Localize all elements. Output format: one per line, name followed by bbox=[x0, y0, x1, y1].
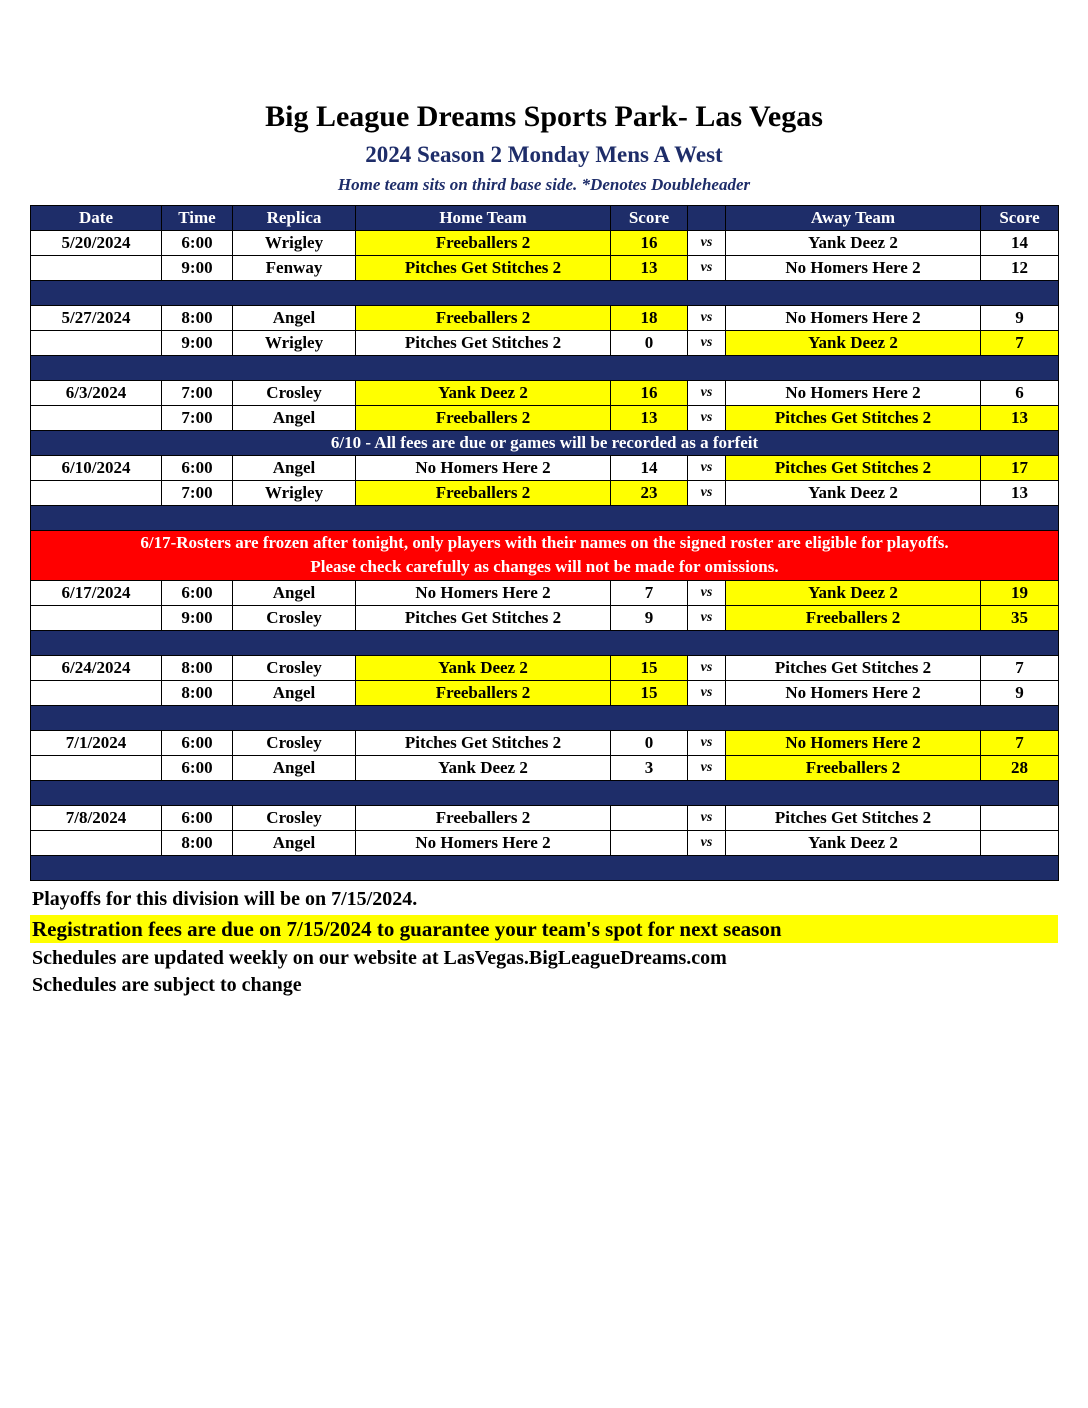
cell-vs: vs bbox=[688, 330, 726, 355]
cell-replica: Angel bbox=[233, 830, 356, 855]
column-header-date: Date bbox=[31, 205, 162, 230]
cell-away-score: 28 bbox=[981, 755, 1059, 780]
notice-red-line: 6/17-Rosters are frozen after tonight, only players with their names on the signed roster are eligible for playoffs. bbox=[140, 533, 949, 553]
cell-home-score: 16 bbox=[611, 230, 688, 255]
website-note: Schedules are updated weekly on our website at LasVegas.BigLeagueDreams.com bbox=[32, 947, 727, 970]
cell-home-team: No Homers Here 2 bbox=[356, 580, 611, 605]
game-row bbox=[31, 330, 1059, 355]
cell-time: 6:00 bbox=[162, 755, 233, 780]
cell-date bbox=[31, 755, 162, 780]
cell-replica: Crosley bbox=[233, 380, 356, 405]
cell-time: 7:00 bbox=[162, 380, 233, 405]
cell-away-score: 6 bbox=[981, 380, 1059, 405]
column-header-score: Score bbox=[981, 205, 1059, 230]
cell-vs: vs bbox=[688, 680, 726, 705]
cell-home-team: Pitches Get Stitches 2 bbox=[356, 605, 611, 630]
spacer-row bbox=[31, 780, 1059, 805]
game-row bbox=[31, 305, 1059, 330]
subject-to-change-note: Schedules are subject to change bbox=[32, 974, 302, 997]
spacer-row bbox=[31, 355, 1059, 380]
cell-time: 9:00 bbox=[162, 330, 233, 355]
cell-away-team: Pitches Get Stitches 2 bbox=[726, 655, 981, 680]
cell-home-score: 13 bbox=[611, 255, 688, 280]
cell-date bbox=[31, 480, 162, 505]
cell-date bbox=[31, 680, 162, 705]
cell-away-score: 7 bbox=[981, 655, 1059, 680]
cell-away-team: Yank Deez 2 bbox=[726, 480, 981, 505]
cell-away-score: 19 bbox=[981, 580, 1059, 605]
cell-home-score: 0 bbox=[611, 730, 688, 755]
header-row bbox=[31, 205, 1059, 230]
cell-away-score: 35 bbox=[981, 605, 1059, 630]
cell-home-team: Freeballers 2 bbox=[356, 405, 611, 430]
cell-date: 6/3/2024 bbox=[31, 380, 162, 405]
page-header bbox=[0, 0, 1088, 195]
cell-home-team: No Homers Here 2 bbox=[356, 830, 611, 855]
spacer-cell bbox=[31, 855, 1059, 880]
column-header-vs bbox=[688, 205, 726, 230]
cell-home-team: Pitches Get Stitches 2 bbox=[356, 330, 611, 355]
cell-date: 7/8/2024 bbox=[31, 805, 162, 830]
cell-away-team: Yank Deez 2 bbox=[726, 830, 981, 855]
column-header-replica: Replica bbox=[233, 205, 356, 230]
cell-vs: vs bbox=[688, 755, 726, 780]
cell-away-score: 9 bbox=[981, 680, 1059, 705]
game-row bbox=[31, 580, 1059, 605]
notice-red-line: Please check carefully as changes will not be made for omissions. bbox=[310, 557, 779, 577]
spacer-row bbox=[31, 705, 1059, 730]
cell-home-score bbox=[611, 830, 688, 855]
cell-replica: Angel bbox=[233, 405, 356, 430]
cell-home-team: Freeballers 2 bbox=[356, 680, 611, 705]
cell-away-team: Freeballers 2 bbox=[726, 755, 981, 780]
cell-away-score: 13 bbox=[981, 480, 1059, 505]
game-row bbox=[31, 380, 1059, 405]
game-row bbox=[31, 680, 1059, 705]
cell-date: 6/24/2024 bbox=[31, 655, 162, 680]
cell-home-score: 16 bbox=[611, 380, 688, 405]
cell-time: 7:00 bbox=[162, 405, 233, 430]
cell-home-team: Pitches Get Stitches 2 bbox=[356, 730, 611, 755]
cell-vs: vs bbox=[688, 455, 726, 480]
game-row bbox=[31, 755, 1059, 780]
cell-vs: vs bbox=[688, 580, 726, 605]
spacer-cell bbox=[31, 630, 1059, 655]
cell-away-team: No Homers Here 2 bbox=[726, 255, 981, 280]
cell-replica: Angel bbox=[233, 680, 356, 705]
cell-home-team: Yank Deez 2 bbox=[356, 380, 611, 405]
cell-home-team: Yank Deez 2 bbox=[356, 655, 611, 680]
cell-time: 6:00 bbox=[162, 455, 233, 480]
cell-time: 6:00 bbox=[162, 805, 233, 830]
cell-replica: Crosley bbox=[233, 805, 356, 830]
cell-home-score: 13 bbox=[611, 405, 688, 430]
cell-replica: Fenway bbox=[233, 255, 356, 280]
cell-vs: vs bbox=[688, 830, 726, 855]
page-subtitle: 2024 Season 2 Monday Mens A West bbox=[365, 142, 723, 167]
cell-time: 6:00 bbox=[162, 230, 233, 255]
cell-date bbox=[31, 405, 162, 430]
notice-row-blue bbox=[31, 430, 1059, 455]
cell-home-score: 18 bbox=[611, 305, 688, 330]
cell-time: 8:00 bbox=[162, 830, 233, 855]
column-header-time: Time bbox=[162, 205, 233, 230]
column-header-away-team: Away Team bbox=[726, 205, 981, 230]
spacer-row bbox=[31, 280, 1059, 305]
cell-away-score: 13 bbox=[981, 405, 1059, 430]
cell-away-team: Pitches Get Stitches 2 bbox=[726, 405, 981, 430]
cell-home-score: 14 bbox=[611, 455, 688, 480]
home-team-note: Home team sits on third base side. *Denotes Doubleheader bbox=[337, 175, 751, 195]
cell-time: 8:00 bbox=[162, 680, 233, 705]
column-header-home-team: Home Team bbox=[356, 205, 611, 230]
spacer-row bbox=[31, 630, 1059, 655]
cell-home-team: No Homers Here 2 bbox=[356, 455, 611, 480]
cell-date: 6/17/2024 bbox=[31, 580, 162, 605]
registration-note: Registration fees are due on 7/15/2024 to guarantee your team's spot for next season bbox=[30, 915, 1058, 943]
cell-home-score: 15 bbox=[611, 655, 688, 680]
cell-replica: Wrigley bbox=[233, 330, 356, 355]
cell-replica: Angel bbox=[233, 580, 356, 605]
cell-vs: vs bbox=[688, 230, 726, 255]
cell-away-score bbox=[981, 830, 1059, 855]
cell-away-team: No Homers Here 2 bbox=[726, 730, 981, 755]
cell-vs: vs bbox=[688, 405, 726, 430]
cell-away-score: 14 bbox=[981, 230, 1059, 255]
cell-date: 7/1/2024 bbox=[31, 730, 162, 755]
game-row bbox=[31, 455, 1059, 480]
column-header-score: Score bbox=[611, 205, 688, 230]
cell-date: 5/27/2024 bbox=[31, 305, 162, 330]
cell-replica: Crosley bbox=[233, 655, 356, 680]
cell-replica: Angel bbox=[233, 755, 356, 780]
game-row bbox=[31, 405, 1059, 430]
cell-vs: vs bbox=[688, 605, 726, 630]
cell-time: 7:00 bbox=[162, 480, 233, 505]
cell-time: 9:00 bbox=[162, 605, 233, 630]
cell-away-team: No Homers Here 2 bbox=[726, 380, 981, 405]
cell-away-score: 9 bbox=[981, 305, 1059, 330]
spacer-cell bbox=[31, 505, 1059, 530]
cell-date bbox=[31, 830, 162, 855]
cell-home-team: Freeballers 2 bbox=[356, 805, 611, 830]
game-row bbox=[31, 605, 1059, 630]
cell-date: 6/10/2024 bbox=[31, 455, 162, 480]
notice-blue-text: 6/10 - All fees are due or games will be recorded as a forfeit bbox=[31, 430, 1059, 455]
cell-date bbox=[31, 605, 162, 630]
cell-replica: Angel bbox=[233, 455, 356, 480]
cell-away-score: 17 bbox=[981, 455, 1059, 480]
cell-away-score: 7 bbox=[981, 730, 1059, 755]
game-row bbox=[31, 655, 1059, 680]
spacer-cell bbox=[31, 280, 1059, 305]
cell-home-score: 3 bbox=[611, 755, 688, 780]
cell-home-score: 15 bbox=[611, 680, 688, 705]
spacer-row bbox=[31, 505, 1059, 530]
cell-away-team: No Homers Here 2 bbox=[726, 680, 981, 705]
cell-away-team: Yank Deez 2 bbox=[726, 230, 981, 255]
game-row bbox=[31, 730, 1059, 755]
cell-vs: vs bbox=[688, 730, 726, 755]
cell-time: 6:00 bbox=[162, 580, 233, 605]
cell-home-score: 23 bbox=[611, 480, 688, 505]
game-row bbox=[31, 230, 1059, 255]
cell-replica: Crosley bbox=[233, 605, 356, 630]
spacer-row bbox=[31, 855, 1059, 880]
cell-home-team: Freeballers 2 bbox=[356, 230, 611, 255]
spacer-cell bbox=[31, 705, 1059, 730]
cell-time: 8:00 bbox=[162, 305, 233, 330]
cell-away-score: 7 bbox=[981, 330, 1059, 355]
cell-away-team: Yank Deez 2 bbox=[726, 330, 981, 355]
cell-home-team: Freeballers 2 bbox=[356, 480, 611, 505]
table-header bbox=[31, 205, 1059, 230]
cell-away-team: Pitches Get Stitches 2 bbox=[726, 455, 981, 480]
playoffs-note: Playoffs for this division will be on 7/15/2024. bbox=[32, 887, 418, 910]
cell-vs: vs bbox=[688, 805, 726, 830]
cell-away-team: Freeballers 2 bbox=[726, 605, 981, 630]
game-row bbox=[31, 805, 1059, 830]
cell-home-score: 7 bbox=[611, 580, 688, 605]
cell-date bbox=[31, 255, 162, 280]
notice-row-red bbox=[31, 530, 1059, 580]
cell-home-score: 0 bbox=[611, 330, 688, 355]
game-row bbox=[31, 255, 1059, 280]
notice-red-text bbox=[31, 530, 1059, 580]
cell-away-team: No Homers Here 2 bbox=[726, 305, 981, 330]
spacer-cell bbox=[31, 780, 1059, 805]
cell-home-team: Pitches Get Stitches 2 bbox=[356, 255, 611, 280]
game-row bbox=[31, 830, 1059, 855]
cell-home-score: 9 bbox=[611, 605, 688, 630]
cell-date bbox=[31, 330, 162, 355]
cell-time: 9:00 bbox=[162, 255, 233, 280]
cell-vs: vs bbox=[688, 305, 726, 330]
schedule-table bbox=[30, 205, 1059, 881]
cell-vs: vs bbox=[688, 480, 726, 505]
cell-away-team: Yank Deez 2 bbox=[726, 580, 981, 605]
cell-home-score bbox=[611, 805, 688, 830]
page-footer bbox=[30, 886, 1058, 999]
cell-home-team: Yank Deez 2 bbox=[356, 755, 611, 780]
cell-time: 8:00 bbox=[162, 655, 233, 680]
cell-replica: Wrigley bbox=[233, 230, 356, 255]
cell-away-score bbox=[981, 805, 1059, 830]
cell-replica: Crosley bbox=[233, 730, 356, 755]
table-body bbox=[31, 230, 1059, 880]
cell-vs: vs bbox=[688, 380, 726, 405]
page-title: Big League Dreams Sports Park- Las Vegas bbox=[265, 100, 823, 133]
cell-replica: Wrigley bbox=[233, 480, 356, 505]
cell-home-team: Freeballers 2 bbox=[356, 305, 611, 330]
cell-time: 6:00 bbox=[162, 730, 233, 755]
cell-away-score: 12 bbox=[981, 255, 1059, 280]
game-row bbox=[31, 480, 1059, 505]
cell-vs: vs bbox=[688, 655, 726, 680]
cell-replica: Angel bbox=[233, 305, 356, 330]
cell-date: 5/20/2024 bbox=[31, 230, 162, 255]
cell-vs: vs bbox=[688, 255, 726, 280]
spacer-cell bbox=[31, 355, 1059, 380]
cell-away-team: Pitches Get Stitches 2 bbox=[726, 805, 981, 830]
